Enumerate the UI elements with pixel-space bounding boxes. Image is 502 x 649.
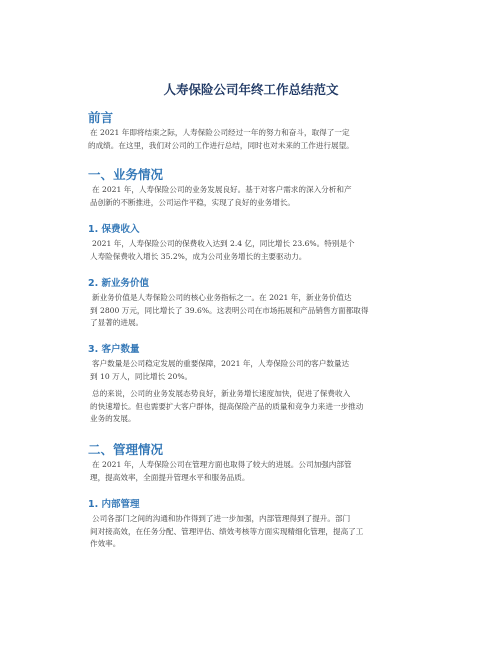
paragraph-line: 人寿险保费收入增长 35.2%，成为公司业务增长的主要驱动力。: [90, 251, 307, 261]
premium-income-paragraph: [90, 238, 418, 263]
internal-management-paragraph: [90, 513, 418, 551]
paragraph-line: 了显著的进展。: [90, 318, 144, 327]
paragraph-line: 的成绩。在这里，我们对公司的工作进行总结，同时也对未来的工作进行展望。: [88, 140, 354, 150]
paragraph-line: 公司各部门之间的沟通和协作得到了进一步加强，内部管理得到了提升。部门: [92, 514, 351, 523]
section-heading-business: 一、业务情况: [88, 167, 164, 182]
subheading-premium-income: 1. 保费收入: [88, 224, 140, 235]
paragraph-line: 在 2021 年，人寿保险公司的业务发展良好。基于对客户需求的深入分析和产: [92, 185, 352, 194]
subheading-internal-management: 1. 内部管理: [88, 499, 140, 510]
section-heading-management: 二、管理情况: [88, 442, 164, 457]
subheading-new-business-value: 2. 新业务价值: [88, 278, 150, 289]
paragraph-line: 品创新的不断推进，公司运作平稳，实现了良好的业务增长。: [90, 197, 296, 207]
paragraph-line: 间对接高效，在任务分配、管理评估、绩效考核等方面实现精细化管理，提高了工: [90, 526, 364, 536]
paragraph-line: 总的来说，公司的业务发展态势良好，新业务增长速度加快，促进了保费收入: [92, 389, 351, 398]
preface-paragraph: [90, 127, 418, 152]
paragraph-line: 在 2021 年，人寿保险公司在管理方面也取得了较大的进展。公司加强内部管: [92, 460, 352, 469]
business-intro-paragraph: [90, 184, 418, 209]
business-summary-paragraph: [90, 388, 418, 426]
paragraph-line: 的快速增长。但也需要扩大客户群体，提高保险产品的质量和竞争力来进一步推动: [90, 401, 364, 411]
section-heading-preface: 前言: [88, 110, 114, 125]
paragraph-line: 到 2800 万元，同比增长了 39.6%。这表明公司在市场拓展和产品销售方面都取得: [90, 305, 369, 315]
subheading-customer-count: 3. 客户数量: [88, 344, 140, 355]
paragraph-line: 到 10 万人，同比增长 20%。: [90, 371, 193, 381]
paragraph-line: 业务的发展。: [90, 414, 136, 423]
paragraph-line: 2021 年，人寿保险公司的保费收入达到 2.4 亿，同比增长 23.6%。特别是个: [92, 239, 355, 248]
paragraph-line: 作效率。: [90, 539, 121, 548]
customer-count-paragraph: [90, 358, 418, 383]
paragraph-line: 新业务价值是人寿保险公司的核心业务指标之一。在 2021 年，新业务价值达: [92, 293, 352, 302]
paragraph-line: 客户数量是公司稳定发展的重要保障，2021 年，人寿保险公司的客户数量达: [92, 359, 350, 368]
document-title: 人寿保险公司年终工作总结范文: [163, 82, 339, 97]
management-intro-paragraph: [90, 459, 418, 484]
new-business-value-paragraph: [90, 292, 418, 330]
paragraph-line: 在 2021 年即将结束之际，人寿保险公司经过一年的努力和奋斗，取得了一定: [90, 128, 350, 137]
paragraph-line: 理，提高效率，全面提升管理水平和服务品质。: [90, 472, 250, 482]
